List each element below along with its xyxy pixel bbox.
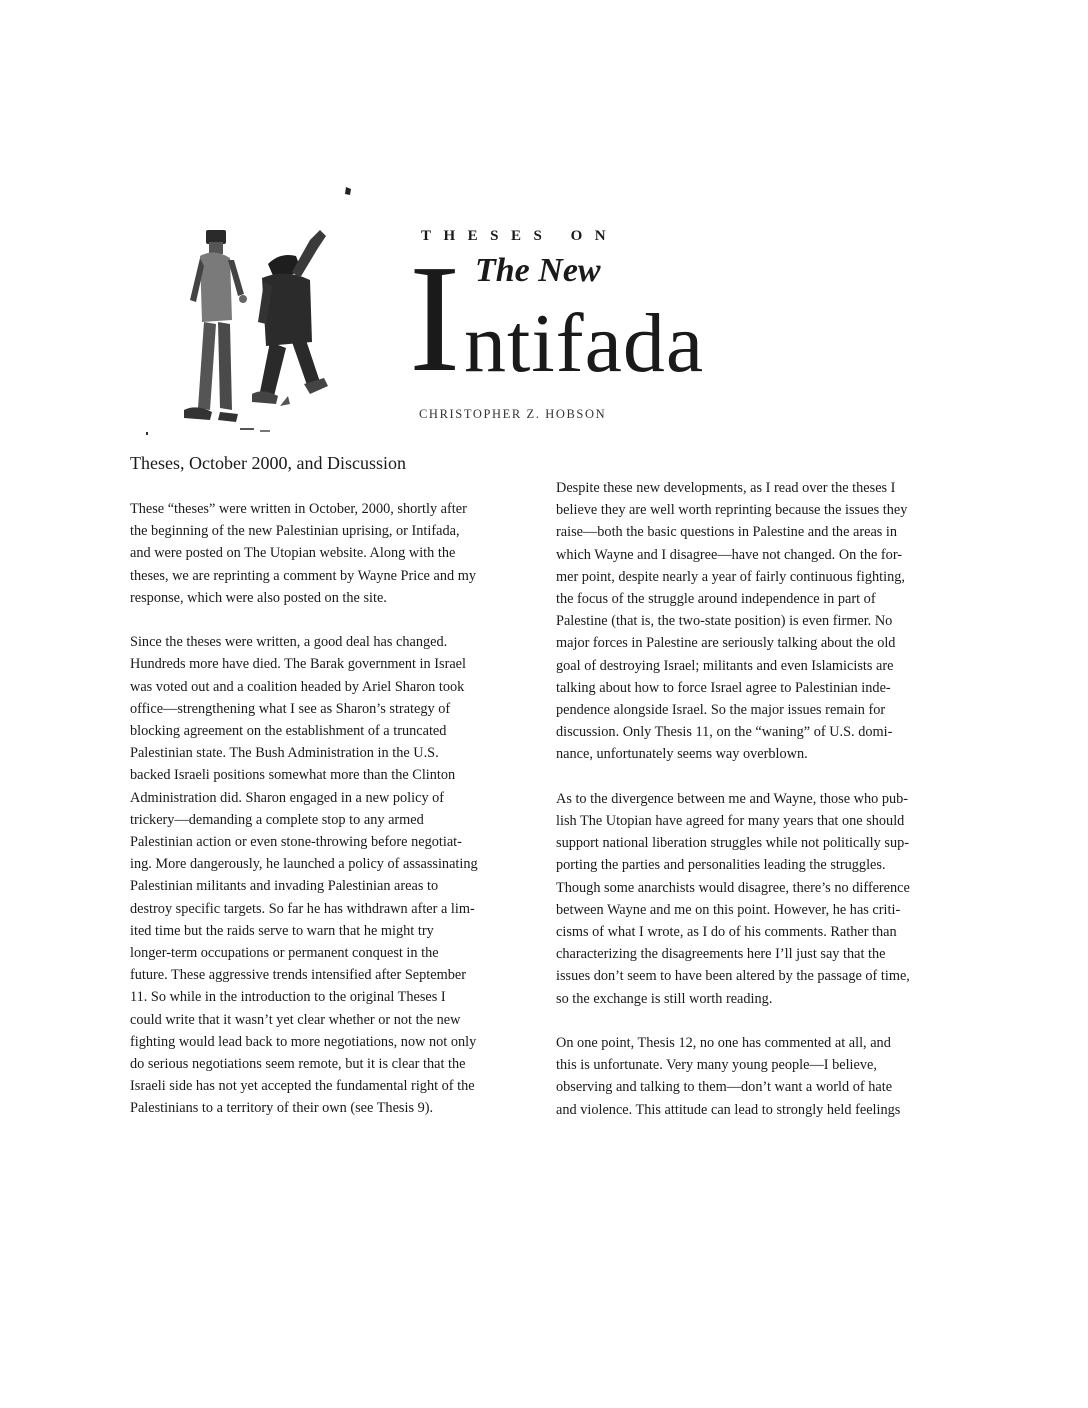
text-line: talking about how to force Israel agree to Palestinian inde-: [556, 679, 891, 696]
left-column: [130, 498, 524, 1142]
text-line: Palestinian militants and invading Palestinian areas to: [130, 878, 439, 895]
text-line: Palestinian state. The Bush Administration in the U.S.: [130, 745, 439, 762]
text-line: pendence alongside Israel. So the major issues remain for: [556, 702, 886, 719]
text-line: characterizing the disagreements here I’ll just say that the: [556, 946, 886, 963]
text-line: cisms of what I wrote, as I do of his comments. Rather than: [556, 924, 897, 941]
text-line: longer-term occupations or permanent conquest in the: [130, 945, 439, 962]
text-line: As to the divergence between me and Wayne, those who pub-: [556, 790, 909, 807]
text-line: raise—both the basic questions in Palestine and the areas in: [556, 524, 898, 541]
text-line: trickery—demanding a complete stop to any armed: [130, 811, 424, 828]
text-line: nance, unfortunately seems way overblown.: [556, 746, 808, 763]
title-kicker: THESES ON: [421, 228, 619, 244]
text-line: and were posted on The Utopian website. Along with the: [130, 545, 456, 562]
text-line: support national liberation struggles while not politically sup-: [556, 835, 909, 852]
body-paragraph: [556, 477, 958, 766]
text-line: could write that it wasn’t yet clear whether or not the new: [130, 1011, 461, 1028]
text-line: was voted out and a coalition headed by Ariel Sharon took: [130, 678, 465, 695]
text-line: office—strengthening what I see as Sharon’s strategy of: [130, 700, 451, 717]
title-initial-letter: I: [409, 234, 461, 404]
stone-throwers-illustration: [140, 182, 380, 442]
text-line: backed Israeli positions somewhat more than the Clinton: [130, 767, 456, 784]
body-paragraph: [130, 498, 524, 609]
text-line: theses, we are reprinting a comment by Wayne Price and my: [130, 567, 476, 584]
text-line: lish The Utopian have agreed for many years that one should: [556, 813, 905, 830]
body-paragraph: [130, 631, 524, 1119]
section-heading: Theses, October 2000, and Discussion: [130, 453, 406, 473]
text-line: discussion. Only Thesis 11, on the “waning” of U.S. domi-: [556, 724, 893, 741]
text-line: mer point, despite nearly a year of fairly continuous fighting,: [556, 568, 905, 585]
text-line: the focus of the struggle around independence in part of: [556, 591, 876, 608]
text-line: so the exchange is still worth reading.: [556, 990, 773, 1007]
text-line: Palestinians to a territory of their own (see Thesis 9).: [130, 1100, 434, 1117]
text-line: ing. More dangerously, he launched a policy of assassinating: [130, 856, 478, 873]
text-line: Administration did. Sharon engaged in a new policy of: [130, 789, 445, 806]
text-line: These “theses” were written in October, 2000, shortly after: [130, 501, 467, 517]
text-line: Since the theses were written, a good deal has changed.: [130, 634, 448, 651]
text-line: future. These aggressive trends intensified after September: [130, 967, 466, 984]
text-line: Though some anarchists would disagree, there’s no difference: [556, 879, 910, 896]
text-line: issues don’t seem to have been altered by the passage of time,: [556, 968, 910, 985]
text-line: Palestinian action or even stone-throwing before negotiat-: [130, 834, 462, 851]
text-line: and violence. This attitude can lead to strongly held feelings: [556, 1101, 901, 1118]
right-column: [556, 477, 958, 1143]
text-line: Despite these new developments, as I read over the theses I: [556, 480, 896, 496]
text-line: destroy specific targets. So far he has withdrawn after a lim-: [130, 900, 475, 917]
text-line: between Wayne and me on this point. However, he has criti-: [556, 901, 901, 918]
body-paragraph: [556, 788, 958, 1010]
text-line: On one point, Thesis 12, no one has commented at all, and: [556, 1035, 891, 1052]
body-paragraph: [556, 1032, 958, 1121]
text-line: porting the parties and personalities leading the struggles.: [556, 857, 886, 874]
text-line: blocking agreement on the establishment of a truncated: [130, 723, 447, 740]
text-line: 11. So while in the introduction to the original Theses I: [130, 989, 446, 1006]
text-line: goal of destroying Israel; militants and even Islamicists are: [556, 657, 894, 674]
text-line: Israeli side has not yet accepted the fundamental right of the: [130, 1078, 475, 1095]
text-line: ited time but the raids serve to warn that he might try: [130, 922, 434, 939]
text-line: which Wayne and I disagree—have not changed. On the for-: [556, 546, 903, 563]
text-line: fighting would lead back to more negotiations, now not only: [130, 1033, 477, 1050]
text-line: the beginning of the new Palestinian uprising, or Intifada,: [130, 523, 460, 540]
text-line: Hundreds more have died. The Barak government in Israel: [130, 656, 466, 673]
text-line: major forces in Palestine are seriously talking about the old: [556, 635, 896, 652]
text-line: this is unfortunate. Very many young people—I believe,: [556, 1057, 877, 1074]
text-line: response, which were also posted on the site.: [130, 589, 387, 606]
text-line: do serious negotiations seem remote, but it is clear that the: [130, 1056, 466, 1073]
author-byline: CHRISTOPHER Z. HOBSON: [419, 407, 607, 421]
text-line: believe they are well worth reprinting because the issues they: [556, 502, 908, 519]
text-line: Palestine (that is, the two-state position) is even firmer. No: [556, 613, 893, 630]
text-line: observing and talking to them—don’t want a world of hate: [556, 1079, 893, 1096]
page-title: ntifada: [464, 297, 705, 390]
title-subtitle: The New: [475, 252, 601, 289]
